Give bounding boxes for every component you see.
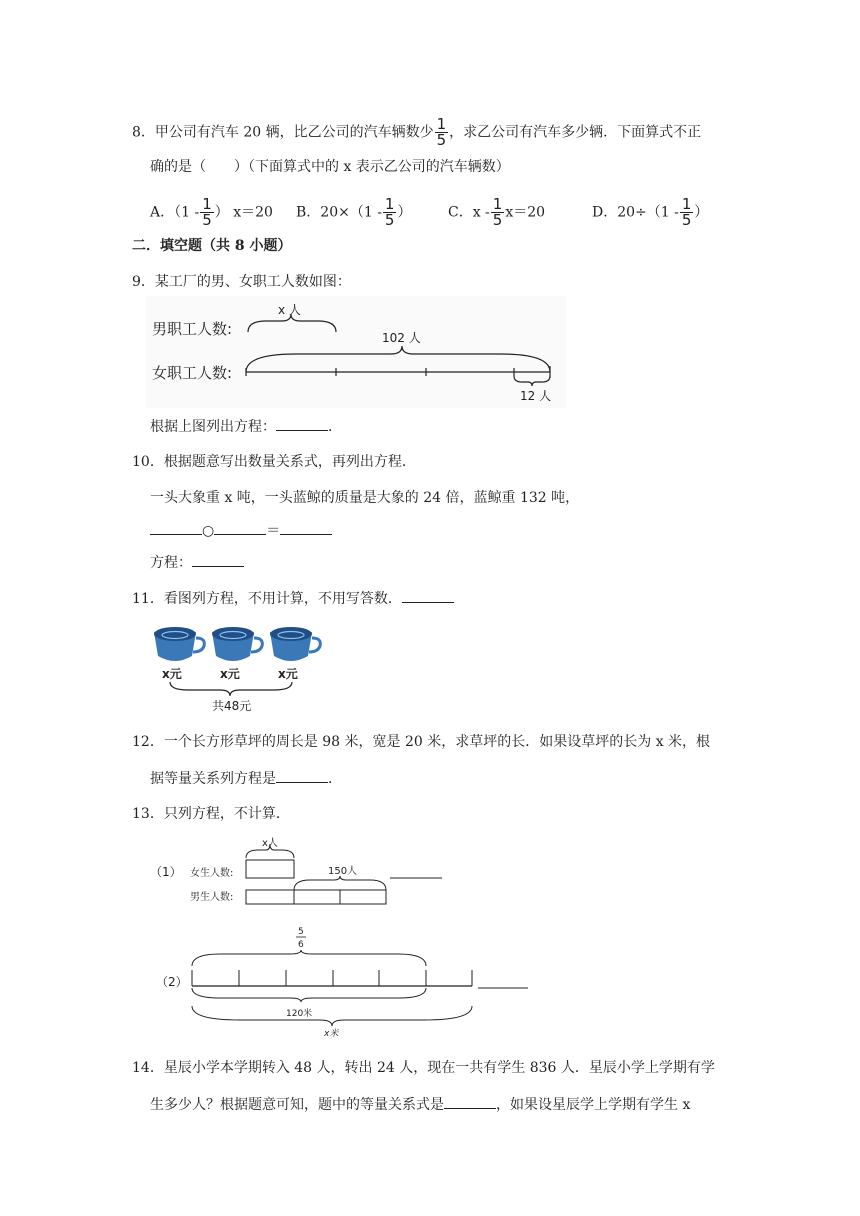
q11-text: 11．看图列方程，不用计算，不用写答数．	[132, 588, 454, 609]
answer-blank[interactable]	[276, 416, 328, 431]
q13-text: 13．只列方程，不计算．	[132, 806, 290, 822]
answer-blank[interactable]	[444, 1094, 496, 1109]
part-brace	[192, 988, 426, 1002]
boys-extra-label: 150人	[328, 866, 358, 877]
female-label: 女职工人数:	[152, 364, 233, 382]
q10-relation: ○ ＝	[150, 520, 332, 541]
whole-brace	[192, 1006, 472, 1026]
q13-diagram-2	[150, 922, 540, 1040]
girls-bar	[246, 860, 294, 878]
q8-option-a: A．（1 - $\frac{1}{5}$ ） x＝20	[150, 195, 273, 229]
q8-option-c: C．x - $\frac{1}{5}$ x＝20	[448, 195, 546, 229]
boys-label: 男生人数:	[190, 892, 234, 903]
fraction-numerator: 5	[298, 927, 304, 937]
cup-price-label: x元	[278, 667, 298, 681]
fraction-denominator: 6	[298, 940, 304, 950]
boys-bar	[246, 890, 386, 904]
fraction-brace	[192, 950, 426, 966]
cup-icon	[154, 627, 204, 661]
extra-label: 12 人	[520, 389, 552, 403]
q10-equation: 方程：	[150, 552, 244, 573]
fraction: $\frac{1}{5}$	[436, 115, 447, 149]
part-length-label: 120米	[286, 1009, 313, 1019]
q9-diagram	[146, 296, 566, 408]
q12-line1: 12．一个长方形草坪的周长是 98 米，宽是 20 米，求草坪的长．如果设草坪的长为 x 米，根	[132, 734, 711, 750]
q14-line2: 生多少人？根据题意可知，题中的等量关系式是 ，如果设星辰学上学期有学生 x	[150, 1094, 690, 1115]
q8-option-d: D．20÷（1 - $\frac{1}{5}$ ）	[592, 195, 709, 229]
cup-price-label: x元	[162, 667, 182, 681]
male-label: 男职工人数:	[152, 320, 233, 338]
q14-line1: 14．星辰小学本学期转入 48 人，转出 24 人，现在一共有学生 836 人．星辰小学上学期有学	[132, 1060, 715, 1076]
total-label: 共48元	[212, 699, 252, 713]
q13-diagram-1	[150, 832, 450, 912]
answer-blank[interactable]	[276, 768, 328, 783]
cup-icon	[270, 627, 320, 661]
cup-price-label: x元	[220, 667, 240, 681]
q8-line1: 8．甲公司有汽车 20 辆，比乙公司的汽车辆数少 $\frac{1}{5}$ ，求乙公司有汽车多少辆．下面算式不正	[132, 115, 702, 149]
q9-answer: 根据上图列出方程： ．	[150, 416, 342, 437]
girls-brace	[246, 844, 294, 858]
fraction: $\frac{1}{5}$	[202, 195, 212, 229]
fraction: $\frac{1}{5}$	[681, 195, 692, 229]
q10-line2: 一头大象重 x 吨，一头蓝鲸的质量是大象的 24 倍，蓝鲸重 132 吨，	[150, 490, 580, 506]
answer-blank[interactable]	[192, 552, 244, 567]
part-label: （1）	[150, 865, 182, 879]
diagram-background	[146, 296, 566, 408]
whole-length-label: x米	[324, 1029, 339, 1039]
section-title: 二．填空题（共 8 小题）	[132, 238, 292, 254]
total-label: 102 人	[382, 331, 421, 345]
girls-label: 女生人数:	[190, 868, 234, 879]
fraction: $\frac{1}{5}$	[492, 195, 503, 229]
total-brace	[170, 682, 292, 696]
answer-blank[interactable]	[280, 520, 332, 535]
cup-icon	[212, 627, 262, 661]
x-label: x 人	[278, 303, 301, 317]
answer-blank[interactable]	[150, 520, 202, 535]
answer-blank[interactable]	[402, 588, 454, 603]
fraction: $\frac{1}{5}$	[384, 195, 395, 229]
q12-line2: 据等量关系列方程是 ．	[150, 768, 342, 789]
x-label: x人	[262, 838, 278, 849]
q9-text: 9．某工厂的男、女职工人数如图：	[132, 274, 351, 290]
q8-line2: 确的是（ ）（下面算式中的 x 表示乙公司的汽车辆数）	[150, 159, 510, 175]
part-label: （2）	[156, 975, 188, 989]
answer-blank[interactable]	[214, 520, 266, 535]
boys-extra-brace	[294, 876, 386, 890]
q10-text: 10．根据题意写出数量关系式，再列出方程．	[132, 454, 416, 470]
q8-option-b: B．20×（1 - $\frac{1}{5}$ ）	[296, 195, 412, 229]
q11-diagram	[148, 622, 328, 716]
